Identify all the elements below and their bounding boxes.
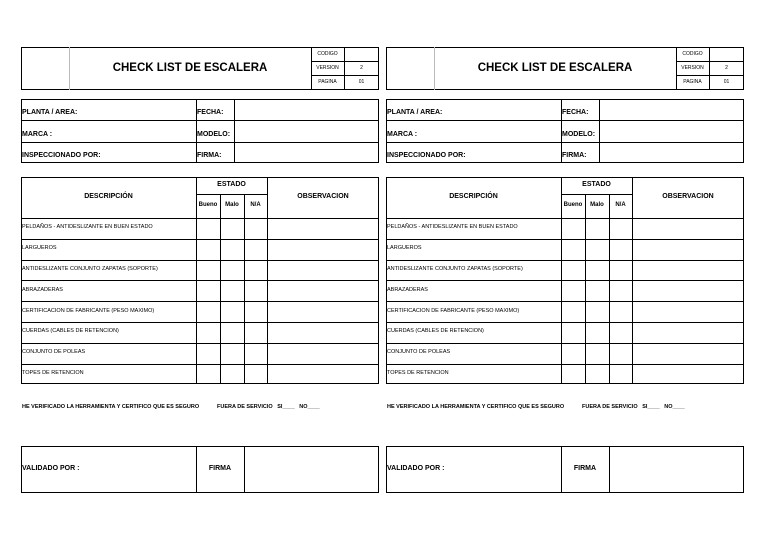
estado-checkbox-cell[interactable] — [610, 365, 631, 384]
estado-col-header: Malo — [225, 202, 239, 208]
fuera-de-servicio-text: FUERA DE SERVICIO SI____ NO____ — [217, 404, 320, 410]
checklist-item-label: CUERDAS (CABLES DE RETENCION) — [22, 328, 119, 335]
checklist-item-label: ABRAZADERAS — [387, 286, 428, 293]
info-label: MARCA : — [387, 130, 418, 138]
firma-label: FIRMA — [573, 465, 597, 472]
checklist-item-label: CONJUNTO DE POLEAS — [22, 349, 86, 356]
meta-label: PAGINA — [318, 79, 337, 85]
checklist-item-label: LARGUEROS — [22, 245, 57, 252]
info-label: INSPECCIONADO POR: — [22, 152, 101, 159]
estado-checkbox-cell[interactable] — [586, 261, 608, 280]
observacion-cell[interactable] — [633, 323, 743, 342]
info-label: FIRMA: — [197, 152, 222, 159]
info-label: FECHA: — [562, 109, 589, 117]
observacion-cell[interactable] — [633, 281, 743, 300]
observacion-cell[interactable] — [633, 261, 743, 280]
checklist-item-label: CERTIFICACION DE FABRICANTE (PESO MAXIMO) — [387, 307, 520, 314]
estado-checkbox-cell[interactable] — [610, 240, 631, 259]
estado-checkbox-cell[interactable] — [586, 240, 608, 259]
estado-checkbox-cell[interactable] — [586, 323, 608, 342]
checklist-item-label: ANTIDESLIZANTE CONJUNTO ZAPATAS (SOPORTE) — [387, 266, 523, 272]
estado-col-header: N/A — [615, 202, 626, 208]
estado-checkbox-cell[interactable] — [610, 219, 631, 238]
checklist-item-label: TOPES DE RETENCION — [22, 370, 84, 376]
page-title: CHECK LIST DE ESCALERA — [112, 62, 268, 74]
fuera-de-servicio-text: FUERA DE SERVICIO SI____ NO____ — [582, 404, 685, 410]
certify-text: HE VERIFICADO LA HERRAMIENTA Y CERTIFICO QUE ES SEGURO — [387, 404, 565, 410]
info-label: MODELO: — [197, 130, 231, 138]
descripcion-header: DESCRIPCIÓN — [449, 193, 498, 200]
meta-value: 2 — [725, 65, 728, 71]
estado-col-header: Bueno — [563, 202, 583, 208]
observacion-cell[interactable] — [633, 219, 743, 238]
info-label: PLANTA / AREA: — [387, 109, 443, 117]
estado-checkbox-cell[interactable] — [562, 261, 584, 280]
firma-label: FIRMA — [208, 465, 232, 472]
estado-sub-line — [561, 194, 632, 195]
estado-checkbox-cell[interactable] — [562, 281, 584, 300]
estado-checkbox-cell[interactable] — [610, 281, 631, 300]
checklist-item-label: CONJUNTO DE POLEAS — [387, 349, 451, 356]
validado-label: VALIDADO POR : — [22, 465, 80, 472]
certify-text: HE VERIFICADO LA HERRAMIENTA Y CERTIFICO QUE ES SEGURO — [22, 404, 200, 410]
estado-col-header: Malo — [590, 202, 604, 208]
checklist-item-label: TOPES DE RETENCION — [387, 370, 449, 376]
estado-checkbox-cell[interactable] — [562, 365, 584, 384]
meta-label: CODIGO — [682, 51, 703, 57]
estado-checkbox-cell[interactable] — [610, 344, 631, 363]
checklist-item-label: PELDAÑOS - ANTIDESLIZANTE EN BUEN ESTADO — [387, 224, 518, 231]
estado-col-header: N/A — [250, 202, 261, 208]
meta-label: CODIGO — [317, 51, 338, 57]
signature-field[interactable] — [610, 447, 743, 492]
observacion-cell[interactable] — [633, 240, 743, 259]
estado-checkbox-cell[interactable] — [586, 344, 608, 363]
checklist-item-label: ABRAZADERAS — [22, 286, 63, 293]
meta-label: VERSION — [681, 65, 704, 71]
checklist-item-label: LARGUEROS — [387, 245, 422, 252]
estado-checkbox-cell[interactable] — [562, 344, 584, 363]
estado-header: ESTADO — [582, 181, 611, 188]
estado-checkbox-cell[interactable] — [562, 323, 584, 342]
meta-label: PAGINA — [683, 79, 702, 85]
meta-row-line — [676, 75, 744, 76]
estado-header: ESTADO — [217, 181, 246, 188]
info-label: FIRMA: — [562, 152, 587, 159]
info-label: INSPECCIONADO POR: — [387, 152, 466, 159]
estado-checkbox-cell[interactable] — [610, 261, 631, 280]
info-label: MODELO: — [562, 130, 596, 138]
checklist-item-label: PELDAÑOS - ANTIDESLIZANTE EN BUEN ESTADO — [22, 224, 153, 231]
observacion-header: OBSERVACION — [662, 193, 714, 200]
meta-value: 01 — [358, 79, 365, 85]
observacion-cell[interactable] — [633, 365, 743, 384]
info-label: FECHA: — [197, 109, 224, 117]
meta-label: VERSION — [316, 65, 339, 71]
estado-checkbox-cell[interactable] — [586, 281, 608, 300]
estado-checkbox-cell[interactable] — [610, 323, 631, 342]
estado-checkbox-cell[interactable] — [562, 240, 584, 259]
info-row-line — [386, 142, 744, 143]
page-title: CHECK LIST DE ESCALERA — [477, 62, 633, 74]
estado-checkbox-cell[interactable] — [610, 302, 631, 321]
descripcion-header: DESCRIPCIÓN — [84, 193, 133, 200]
info-label: MARCA : — [22, 130, 53, 138]
estado-checkbox-cell[interactable] — [586, 219, 608, 238]
estado-checkbox-cell[interactable] — [562, 219, 584, 238]
checklist-item-label: CERTIFICACION DE FABRICANTE (PESO MAXIMO) — [22, 307, 155, 314]
checklist-item-label: ANTIDESLIZANTE CONJUNTO ZAPATAS (SOPORTE) — [22, 266, 158, 272]
validado-label: VALIDADO POR : — [387, 465, 445, 472]
info-row-line — [386, 120, 744, 121]
meta-value: 01 — [723, 79, 730, 85]
meta-value: 2 — [360, 65, 363, 71]
info-col-line — [599, 99, 600, 163]
checklist-item-label: CUERDAS (CABLES DE RETENCION) — [387, 328, 484, 335]
meta-row-line — [676, 61, 744, 62]
estado-checkbox-cell[interactable] — [586, 302, 608, 321]
observacion-header: OBSERVACION — [297, 193, 349, 200]
observacion-cell[interactable] — [633, 344, 743, 363]
estado-checkbox-cell[interactable] — [586, 365, 608, 384]
estado-col-header: Bueno — [198, 202, 218, 208]
info-label: PLANTA / AREA: — [22, 109, 78, 117]
observacion-cell[interactable] — [633, 302, 743, 321]
estado-checkbox-cell[interactable] — [562, 302, 584, 321]
